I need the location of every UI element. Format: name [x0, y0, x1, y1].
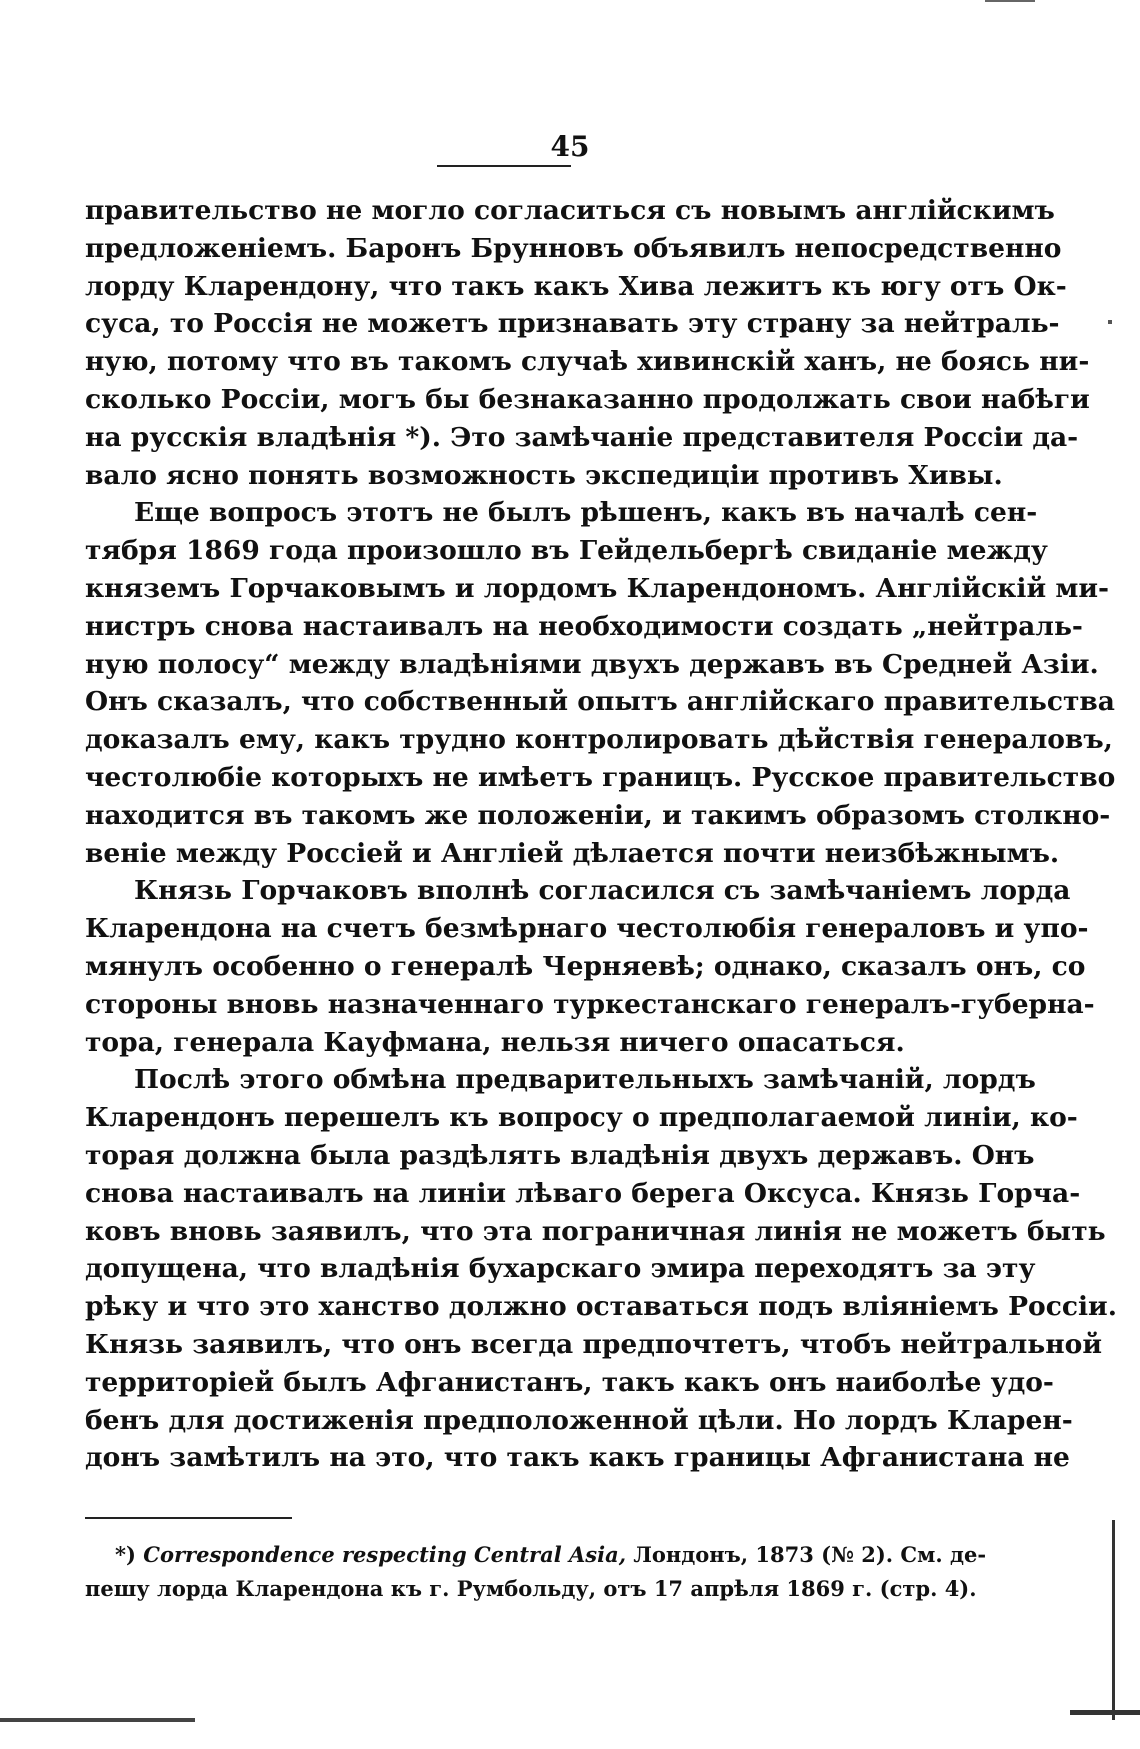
- text-line: на русскія владѣнія *). Это замѣчаніе представителя Россіи да-: [85, 421, 1079, 453]
- text-line: допущена, что владѣнія бухарскаго эмира переходятъ за эту: [85, 1253, 1036, 1285]
- text-line: тора, генерала Кауфмана, нельзя ничего опасаться.: [85, 1026, 905, 1058]
- text-line: Кларендонъ перешелъ къ вопросу о предполагаемой линіи, ко-: [85, 1102, 1078, 1134]
- text-line: ную полосу“ между владѣніями двухъ державъ въ Средней Азіи.: [85, 648, 1099, 680]
- text-line: донъ замѣтилъ на это, что такъ какъ границы Афганистана не: [85, 1442, 1070, 1474]
- text-line: стороны вновь назначеннаго туркестанскаго генералъ-губерна-: [85, 988, 1095, 1020]
- text-line: нистръ снова настаивалъ на необходимости создать „нейтраль-: [85, 610, 1083, 642]
- text-line: правительство не могло согласиться съ новымъ англійскимъ: [85, 195, 1055, 226]
- footnote-line: [85, 1538, 987, 1572]
- footnote-citation: Лондонъ, 1873 (№ 2). См. де-: [633, 1542, 987, 1567]
- text-line: рѣку и что это ханство должно оставаться подъ вліяніемъ Россіи.: [85, 1291, 1117, 1323]
- page-number-rule: [437, 165, 571, 167]
- footnote-line: пешу лорда Кларендона къ г. Румбольду, отъ 17 апрѣля 1869 г. (стр. 4).: [85, 1576, 977, 1601]
- text-line: доказалъ ему, какъ трудно контролировать дѣйствія генераловъ,: [85, 724, 1113, 756]
- footnote-rule: [85, 1517, 292, 1519]
- text-line: княземъ Горчаковымъ и лордомъ Кларендономъ. Англійскій ми-: [85, 572, 1110, 604]
- text-line: торая должна была раздѣлять владѣнія двухъ державъ. Онъ: [85, 1139, 1035, 1171]
- footnote-marker: *): [115, 1542, 136, 1567]
- text-line: Онъ сказалъ, что собственный опытъ англійскаго правительства: [85, 686, 1115, 718]
- text-line: вало ясно понять возможность экспедиціи противъ Хивы.: [85, 459, 1003, 491]
- paragraph-first-line: Послѣ этого обмѣна предварительныхъ замѣчаній, лордъ: [134, 1064, 1036, 1096]
- text-line: снова настаивалъ на линіи лѣваго берега Оксуса. Князь Горча-: [85, 1177, 1081, 1209]
- footnote-source-title: Correspondence respecting Central Asia,: [143, 1542, 627, 1567]
- text-line: сколько Россіи, могъ бы безнаказанно продолжать свои набѣги: [85, 383, 1090, 415]
- text-line: честолюбіе которыхъ не имѣетъ границъ. Русское правительство: [85, 761, 1116, 793]
- paragraph-first-line: Еще вопросъ этотъ не былъ рѣшенъ, какъ въ началѣ сен-: [134, 497, 1038, 529]
- body-text: [85, 192, 1117, 1477]
- text-line: бенъ для достиженія предположенной цѣли. Но лордъ Кларен-: [85, 1404, 1073, 1436]
- text-line: ную, потому что въ такомъ случаѣ хивинскій ханъ, не боясь ни-: [85, 346, 1090, 378]
- text-line: суса, то Россія не можетъ признавать эту страну за нейтраль-: [85, 308, 1060, 340]
- scan-artifact: [0, 1718, 195, 1722]
- page-number: 45: [550, 130, 590, 163]
- text-line: Князь заявилъ, что онъ всегда предпочтетъ, чтобъ нейтральной: [85, 1328, 1102, 1360]
- text-line: находится въ такомъ же положеніи, и такимъ образомъ столкно-: [85, 799, 1111, 831]
- text-line: веніе между Россіей и Англіей дѣлается почти неизбѣжнымъ.: [85, 837, 1060, 869]
- paragraph-first-line: Князь Горчаковъ вполнѣ согласился съ замѣчаніемъ лорда: [134, 875, 1071, 907]
- text-line: территоріей былъ Афганистанъ, такъ какъ онъ наиболѣе удо-: [85, 1366, 1054, 1398]
- text-line: Кларендона на счетъ безмѣрнаго честолюбія генераловъ и упо-: [85, 913, 1089, 945]
- footnote: [85, 1538, 987, 1606]
- scan-artifact: [985, 0, 1035, 2]
- text-line: ковъ вновь заявилъ, что эта пограничная линія не можетъ быть: [85, 1215, 1106, 1247]
- text-line: мянулъ особенно о генералѣ Черняевѣ; однако, сказалъ онъ, со: [85, 950, 1086, 982]
- text-line: тября 1869 года произошло въ Гейдельбергѣ свиданіе между: [85, 535, 1048, 567]
- scan-artifact: [1112, 1520, 1115, 1720]
- scan-artifact: [1070, 1710, 1140, 1715]
- text-line: лорду Кларендону, что такъ какъ Хива лежитъ къ югу отъ Ок-: [85, 270, 1067, 302]
- scan-artifact: [1108, 320, 1112, 324]
- text-line: предложеніемъ. Баронъ Брунновъ объявилъ непосредственно: [85, 232, 1062, 264]
